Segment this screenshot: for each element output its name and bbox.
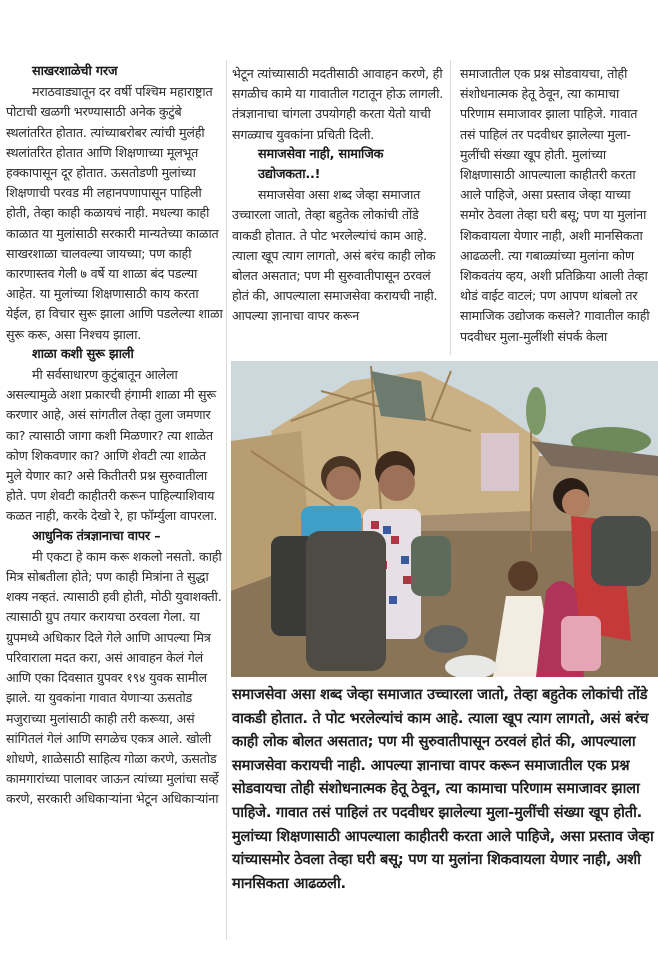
photo-illustration xyxy=(231,361,658,677)
pull-quote xyxy=(232,683,656,895)
article-column-3 xyxy=(460,64,656,347)
column-divider xyxy=(226,60,227,940)
section-heading: साखरशाळेची गरज xyxy=(32,64,118,79)
pull-quote-text: समाजसेवा असा शब्द जेव्हा समाजात उच्चारला जातो, तेव्हा बहुतेक लोकांची तोंडे वाकडी होतात. ते पोट भरलेल्यांचं काम आहे. त्याला खूप त्याग लागतो, असं बरंच काही लोक बोलत असतात; पण मी सुरुवातीपासून ठरवलं होतं की, आपल्याला समाजसेवा करायची नाही. आपल्या ज्ञानाचा वापर करून समाजातील एक प्रश्न सोडवायचा तोही संशोधनात्मक हेतू ठेवून, त्या कामाचा परिणाम समाजावर झाला पाहिजे. गावात तसं पाहिलं तर पदवीधर झालेल्या मुला-मुलींची संख्या खूप होती. मुलांच्या शिक्षणासाठी आपल्याला काहीतरी करता आले पाहिजे, असा प्रस्ताव जेव्हा यांच्यासमोर ठेवला तेव्हा घरी बसू; पण या मुलांना शिकवायला येणार नाही, अशी मानसिकता आढळली. xyxy=(232,686,654,892)
article-column-1 xyxy=(6,62,224,810)
paragraph: भेटून त्यांच्यासाठी मदतीसाठी आवाहन करणे, ही सगळीच कामे या गावातील गटातून होऊ लागली. तंत्रज्ञानाचा चांगला उपयोगही करता येतो याची सगळ्याच युवकांना प्रचिती दिली. xyxy=(232,66,444,142)
paragraph: समाजसेवा असा शब्द जेव्हा समाजात उच्चारला जातो, तेव्हा बहुतेक लोकांची तोंडे वाकडी होतात. ते पोट भरलेल्यांचं काम आहे. त्याला खूप त्याग लागतो, असं बरंच काही लोक बोलत असतात; पण मी सुरुवातीपासून ठरवलं होतं की, आपल्याला समाजसेवा करायची नाही. आपल्या ज्ञानाचा वापर करून xyxy=(232,187,438,324)
article-photo xyxy=(231,361,658,677)
section-heading: शाळा कशी सुरू झाली xyxy=(32,346,134,362)
section-heading: समाजसेवा नाही, सामाजिक उद्योजकता..! xyxy=(258,146,384,183)
paragraph: मराठवाड्यातून दर वर्षी पश्चिम महाराष्ट्रात पोटाची खळगी भरण्यासाठी अनेक कुटुंबे स्थलांतरित होतात. त्यांच्याबरोबर त्यांची मुलंही स्थलांतरित होतात आणि शिक्षणाच्या मूलभूत हक्कापासून दूर होतात. ऊसतोडणी मुलांच्या शिक्षणाची परवड मी लहानपणापासून पाहिली होती, तेव्हा काही कळायचं नाही. मधल्या काही काळात या मुलांसाठी सरकारी मान्यतेच्या काळात साखरशाळा चालवल्या जायच्या; पण काही कारणास्तव गेली ७ वर्षे या शाळा बंद पडल्या आहेत. या मुलांच्या शिक्षणासाठी काय करता येईल, हा विचार सुरू झाला आणि पडलेल्या शाळा सुरू करू, असा निश्चय झाला. xyxy=(6,84,223,342)
paragraph: मी एकटा हे काम करू शकलो नसतो. काही मित्र सोबतीला होते; पण काही मित्रांना ते सुद्धा शक्य नव्हतं. त्यासाठी हवी होती, मोठी युवाशक्ती. त्यासाठी ग्रुप तयार करायचा ठरवला गेला. या ग्रुपमध्ये अधिकार दिले गेले आणि आपल्या मित्र परिवाराला मदत करा, असं आवाहन केलं गेलं आणि एका दिवसात ग्रुपवर १९४ युवक सामील झाले. या युवकांना गावात येणाऱ्या ऊसतोड मजुराच्या मुलांसाठी काही तरी करूया, असं सांगितलं गेलं आणि सगळेच एकत्र आले. खोली शोधणे, शाळेसाठी साहित्य गोळा करणे, ऊसतोड कामगारांच्या पालावर जाऊन त्यांच्या मुलांचा सर्व्हे करणे, सरकारी अधिकाऱ्यांना भेटून अधिकाऱ्यांना xyxy=(6,548,222,807)
article-column-2 xyxy=(232,64,444,327)
paragraph: मी सर्वसाधारण कुटुंबातून आलेला असल्यामुळे अशा प्रकारची हंगामी शाळा मी सुरू करणार आहे, असं सांगतील तेव्हा तुला जमणार का? त्यासाठी जागा कशी मिळणार? त्या शाळेत कोण शिकवणार का? आणि शेवटी त्या शाळेत मुले येणार का? असे कितीतरी प्रश्न सुरुवातीला होते. पण शेवटी काहीतरी करून पाहिल्याशिवाय कळत नाही, करके देखो रे, हा फॉर्म्युला वापरला. xyxy=(6,367,218,524)
section-heading: आधुनिक तंत्रज्ञानाचा वापर – xyxy=(32,528,161,544)
paragraph: समाजातील एक प्रश्न सोडवायचा, तोही संशोधनात्मक हेतू ठेवून, त्या कामाचा परिणाम समाजावर झाला पाहिजे. गावात तसं पाहिलं तर पदवीधर झालेल्या मुला-मुलींची संख्या खूप होती. मुलांच्या शिक्षणासाठी आपल्याला काहीतरी करता आले पाहिजे, असा प्रस्ताव जेव्हा याच्या समोर ठेवला तेव्हा घरी बसू; पण या मुलांना शिकवायला येणार नाही, अशी मानसिकता आढळली. त्या गबाळ्यांच्या मुलांना कोण शिकवतंय व्हय, अशी प्रतिक्रिया आली तेव्हा थोडं वाईट वाटलं; पण आपण थांबलो तर सामाजिक उद्योजक कसले? गावातील काही पदवीधर मुला-मुलींशी संपर्क केला xyxy=(460,66,650,344)
column-divider xyxy=(450,60,451,355)
